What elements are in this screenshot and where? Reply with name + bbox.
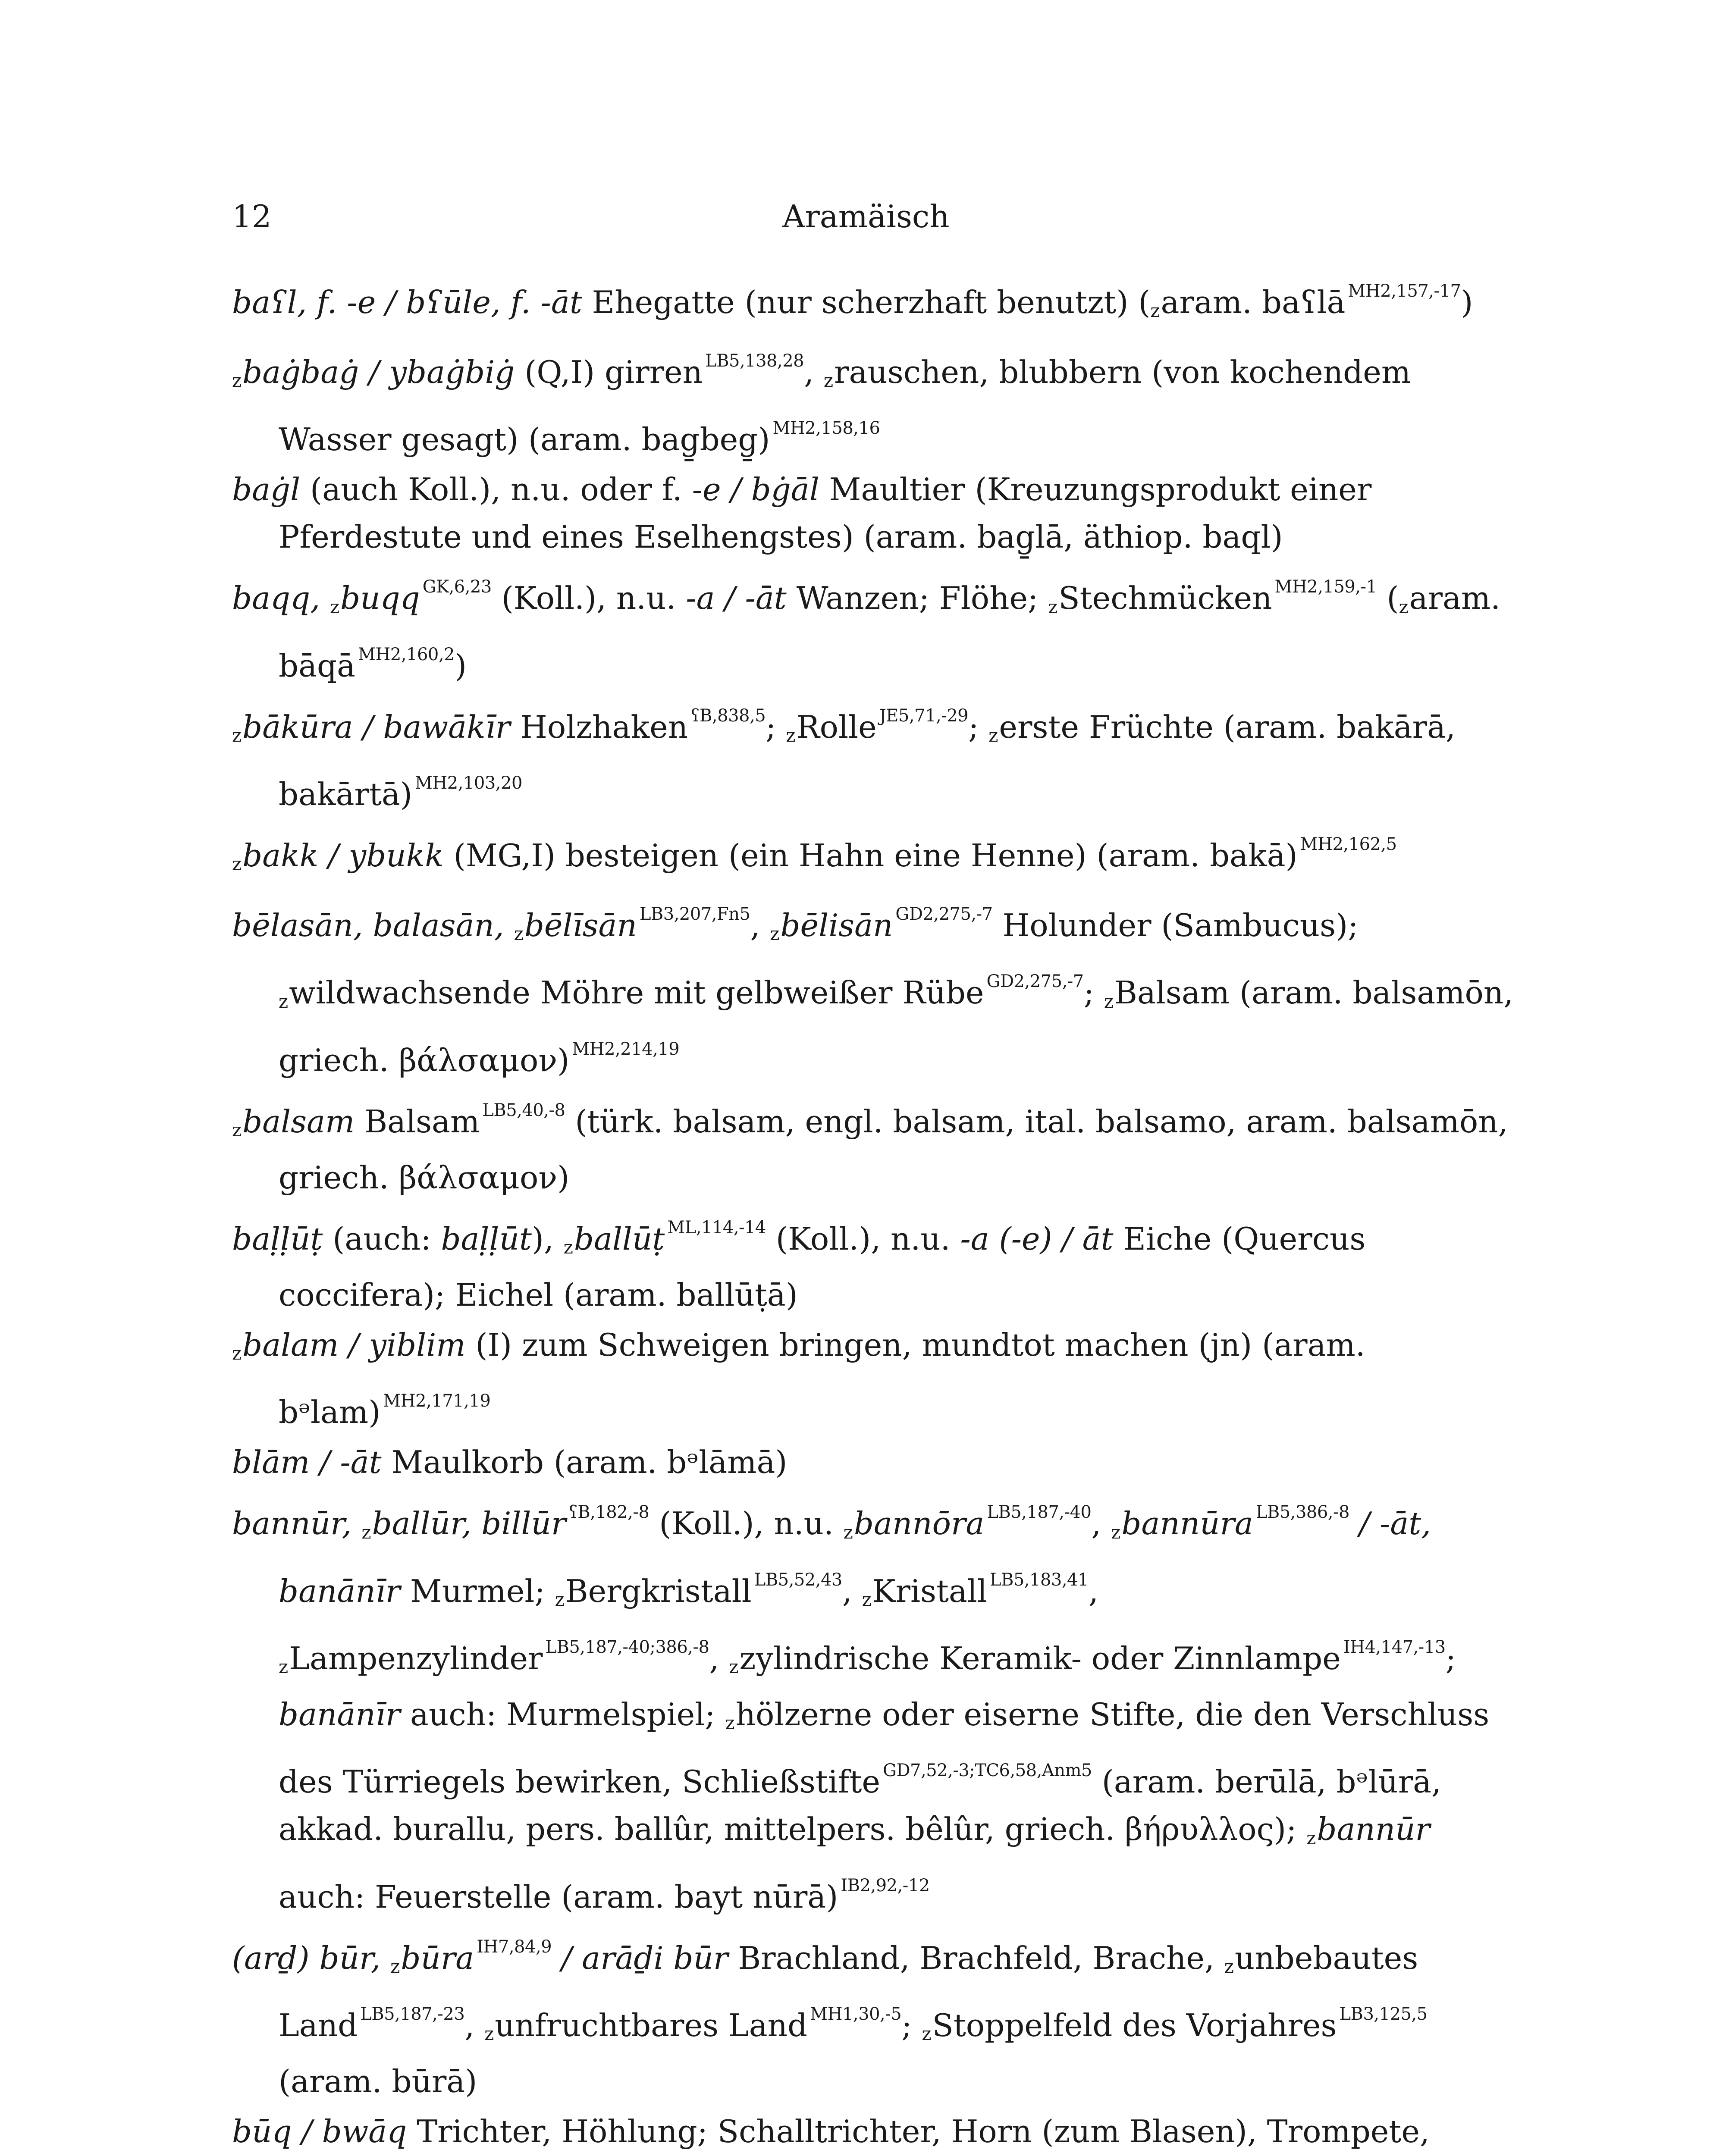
dictionary-entry xyxy=(232,1489,1526,1920)
z-marker: z xyxy=(1306,1827,1316,1849)
entry-text: , xyxy=(750,907,770,944)
dictionary-entry xyxy=(232,563,1526,689)
z-marker: z xyxy=(555,1589,565,1610)
entry-text: Stechmücken xyxy=(1058,580,1272,617)
entry-text: Wanzen; Flöhe; xyxy=(786,580,1048,617)
entry-text: Balsam (aram. balsamōn, griech. βάλσαμον) xyxy=(279,975,1514,1078)
page-number: 12 xyxy=(232,198,272,235)
dictionary-entry xyxy=(232,692,1526,818)
dictionary-entry xyxy=(232,890,1526,1084)
entry-text: Trichter, Höhlung; Schalltrichter, Horn (zum Blasen), Trompete, xyxy=(417,2113,1430,2150)
headword: būq / bwāq xyxy=(232,2113,407,2150)
entry-text: (Koll.), n.u. xyxy=(766,1220,960,1257)
z-marker: z xyxy=(770,923,780,945)
source-reference: ʕB,182,-8 xyxy=(568,1502,650,1523)
entry-text: Lampenzylinder xyxy=(289,1640,543,1677)
source-reference: LB5,40,-8 xyxy=(482,1100,565,1120)
source-reference: GK,6,23 xyxy=(422,577,492,597)
entry-text: Rolle xyxy=(796,708,877,745)
dictionary-entry xyxy=(232,267,1526,335)
entry-text: Holunder (Sambucus); xyxy=(992,907,1359,944)
dictionary-entry xyxy=(232,1438,1526,1486)
dictionary-entry xyxy=(232,337,1526,463)
headword: bēlisān xyxy=(780,907,893,944)
entry-text: aram. bāqā xyxy=(279,580,1501,684)
entry-text: (Koll.), n.u. xyxy=(491,580,686,617)
z-marker: z xyxy=(361,1521,371,1543)
entry-text: , xyxy=(464,2007,485,2043)
z-marker: z xyxy=(1104,990,1114,1012)
entry-text: rauschen, blubbern (von kochendem Wasser gesagt) (aram. bag̱beg̱) xyxy=(279,354,1411,458)
dictionary-entry xyxy=(232,2108,1526,2156)
entry-text: (aram. būrā) xyxy=(279,2063,477,2100)
headword: bākūra / bawākīr xyxy=(242,708,511,745)
source-reference: LB3,207,Fn5 xyxy=(639,904,750,924)
headword: baġbaġ / ybaġbiġ xyxy=(242,354,515,391)
entry-text: ; xyxy=(766,708,786,745)
source-reference: MH2,159,-1 xyxy=(1274,577,1377,597)
entry-text: , xyxy=(709,1640,729,1677)
entry-text: Eiche (Quercus coccifera); Eichel (aram. ballūṭā) xyxy=(279,1220,1366,1313)
entry-text: (auch Koll.), n.u. oder f. xyxy=(300,471,692,508)
entry-text: unfruchtbares Land xyxy=(495,2007,808,2043)
headword: baġl xyxy=(232,471,301,508)
entry-text: ; xyxy=(1083,975,1104,1011)
z-marker: z xyxy=(232,1119,242,1141)
headword: banānīr xyxy=(279,1696,401,1733)
z-marker: z xyxy=(1224,1955,1234,1977)
source-reference: LB5,183,41 xyxy=(989,1570,1089,1590)
headword: bannūr xyxy=(1317,1811,1430,1848)
headword: bēlasān, balasān, xyxy=(232,907,514,944)
headword: balsam xyxy=(242,1103,355,1140)
source-reference: LB5,187,-23 xyxy=(360,2004,465,2024)
entry-text: (aram. berūlā, bᵊlūrā, akkad. burallu, pers. ballûr, mittelpers. bêlûr, griech. βήρυλλος); xyxy=(279,1764,1441,1848)
dictionary-entry xyxy=(232,1321,1526,1436)
z-marker: z xyxy=(484,2023,494,2044)
source-reference: LB5,187,-40 xyxy=(987,1502,1092,1523)
headword: baḷḷūṭ xyxy=(232,1220,323,1257)
entry-text: Ehegatte (nur scherzhaft benutzt) ( xyxy=(582,284,1151,320)
source-reference: IH7,84,9 xyxy=(477,1937,552,1957)
headword: ballūr, billūr xyxy=(372,1505,566,1542)
source-reference: MH2,162,5 xyxy=(1300,834,1397,854)
entry-text: , xyxy=(842,1573,862,1609)
entry-text: , xyxy=(1088,1573,1098,1609)
entry-text: hölzerne oder eiserne Stifte, die den Verschluss des Türriegels bewirken, Schließstifte xyxy=(279,1696,1490,1800)
headword: / arāḏi būr xyxy=(552,1940,728,1976)
entry-text: ; xyxy=(968,708,989,745)
dictionary-entry xyxy=(232,821,1526,888)
dictionary-entry xyxy=(232,1087,1526,1201)
entry-text: Maultier (Kreuzungsprodukt einer Pferdestute und eines Eselhengstes) (aram. bag̱lā, äthiop. baql) xyxy=(279,471,1372,555)
entry-text: Murmel; xyxy=(400,1573,555,1609)
source-reference: ML,114,-14 xyxy=(667,1217,766,1238)
z-marker: z xyxy=(922,2023,932,2044)
entry-text: Holzhaken xyxy=(510,708,688,745)
source-reference: LB5,52,43 xyxy=(754,1570,842,1590)
entry-text: Maulkorb (aram. bᵊlāmā) xyxy=(381,1444,788,1481)
entry-list xyxy=(232,267,1526,2156)
source-reference: GD7,52,-3;TC6,58,Anm5 xyxy=(883,1761,1092,1781)
z-marker: z xyxy=(563,1237,573,1258)
z-marker: z xyxy=(514,923,524,945)
source-reference: IH4,147,-13 xyxy=(1343,1637,1446,1657)
headword: bannōra xyxy=(853,1505,985,1542)
source-reference: MH2,158,16 xyxy=(772,418,880,439)
running-title: Aramäisch xyxy=(782,198,950,235)
entry-text: Stoppelfeld des Vorjahres xyxy=(932,2007,1337,2043)
headword: -a (-e) / āt xyxy=(960,1220,1114,1257)
source-reference: MH2,214,19 xyxy=(572,1039,680,1059)
headword: buqq xyxy=(340,580,420,617)
entry-text: aram. baʕlā xyxy=(1161,284,1346,320)
entry-text: ; xyxy=(1445,1640,1456,1677)
source-reference: MH2,157,-17 xyxy=(1348,281,1461,301)
z-marker: z xyxy=(862,1589,872,1610)
source-reference: ʕB,838,5 xyxy=(690,705,766,726)
headword: bannūra xyxy=(1121,1505,1253,1542)
source-reference: LB5,187,-40;386,-8 xyxy=(545,1637,709,1657)
z-marker: z xyxy=(232,1343,242,1364)
z-marker: z xyxy=(1150,300,1160,322)
z-marker: z xyxy=(988,724,998,746)
source-reference: GD2,275,-7 xyxy=(986,971,1084,992)
source-reference: GD2,275,-7 xyxy=(895,904,993,924)
entry-text: ) xyxy=(1461,284,1473,320)
entry-text: (MG,I) besteigen (ein Hahn eine Henne) (aram. bakā) xyxy=(443,837,1298,874)
z-marker: z xyxy=(729,1656,739,1678)
z-marker: z xyxy=(1048,596,1058,617)
headword: ballūṭ xyxy=(574,1220,665,1257)
z-marker: z xyxy=(823,370,834,392)
z-marker: z xyxy=(232,370,242,392)
headword: blām / -āt xyxy=(232,1444,382,1481)
entry-text: ), xyxy=(531,1220,564,1257)
entry-text: (I) zum Schweigen bringen, mundtot machen (jn) (aram. bᵊlam) xyxy=(279,1327,1365,1431)
source-reference: JE5,71,-29 xyxy=(879,705,969,726)
headword: / -āt, banānīr xyxy=(279,1505,1431,1609)
z-marker: z xyxy=(329,596,340,617)
z-marker: z xyxy=(390,1955,400,1977)
z-marker: z xyxy=(725,1712,735,1734)
headword: baqq, xyxy=(232,580,330,617)
z-marker: z xyxy=(1111,1521,1121,1543)
headword: baʕl, f. -e / bʕūle, f. -āt xyxy=(232,284,582,320)
entry-text: ( xyxy=(1377,580,1399,617)
entry-text: Balsam xyxy=(355,1103,480,1140)
entry-text: Kristall xyxy=(872,1573,987,1609)
headword: bannūr, xyxy=(232,1505,362,1542)
source-reference: MH2,171,19 xyxy=(383,1391,491,1411)
entry-text: , xyxy=(804,354,824,391)
z-marker: z xyxy=(843,1521,853,1543)
source-reference: MH2,103,20 xyxy=(414,773,522,793)
entry-text: auch: Murmelspiel; xyxy=(400,1696,725,1733)
source-reference: LB5,138,28 xyxy=(705,351,804,371)
headword: balam / yiblim xyxy=(242,1327,466,1363)
entry-text: wildwachsende Möhre mit gelbweißer Rübe xyxy=(289,975,984,1011)
entry-text: zylindrische Keramik- oder Zinnlampe xyxy=(739,1640,1341,1677)
z-marker: z xyxy=(279,990,289,1012)
dictionary-entry xyxy=(232,1204,1526,1319)
entry-text: Bergkristall xyxy=(565,1573,752,1609)
entry-text: ) xyxy=(455,647,467,684)
dictionary-entry xyxy=(232,1923,1526,2105)
source-reference: LB5,386,-8 xyxy=(1255,1502,1349,1523)
z-marker: z xyxy=(1399,596,1409,617)
entry-text: ; xyxy=(901,2007,922,2043)
headword: baḷḷūt xyxy=(441,1220,532,1257)
entry-text: (Koll.), n.u. xyxy=(649,1505,844,1542)
headword: bēlīsān xyxy=(524,907,637,944)
headword: (arḏ) būr, xyxy=(232,1940,391,1976)
source-reference: IB2,92,-12 xyxy=(841,1875,930,1896)
entry-text: unbebautes Land xyxy=(279,1940,1418,2043)
entry-text: erste Früchte (aram. bakārā, bakārtā) xyxy=(279,708,1456,812)
headword: -a / -āt xyxy=(686,580,787,617)
entry-text: (Q,I) girren xyxy=(515,354,703,391)
z-marker: z xyxy=(786,724,796,746)
entry-text: (auch: xyxy=(323,1220,441,1257)
source-reference: MH2,160,2 xyxy=(358,644,455,664)
entry-text: auch: Feuerstelle (aram. bayt nūrā) xyxy=(279,1878,838,1915)
entry-text: (türk. balsam, engl. balsam, ital. balsamo, aram. balsamōn, griech. βάλσαμον) xyxy=(279,1103,1508,1196)
entry-text: , xyxy=(1091,1505,1111,1542)
headword: bakk / ybukk xyxy=(242,837,444,874)
source-reference: LB3,125,5 xyxy=(1339,2004,1428,2024)
source-reference: MH1,30,-5 xyxy=(810,2004,902,2024)
headword: -e / bġāl xyxy=(692,471,819,508)
entry-text: Brachland, Brachfeld, Brache, xyxy=(728,1940,1224,1976)
z-marker: z xyxy=(232,724,242,746)
headword: būra xyxy=(401,1940,474,1976)
z-marker: z xyxy=(232,853,242,875)
z-marker: z xyxy=(279,1656,289,1678)
dictionary-entry xyxy=(232,466,1526,561)
